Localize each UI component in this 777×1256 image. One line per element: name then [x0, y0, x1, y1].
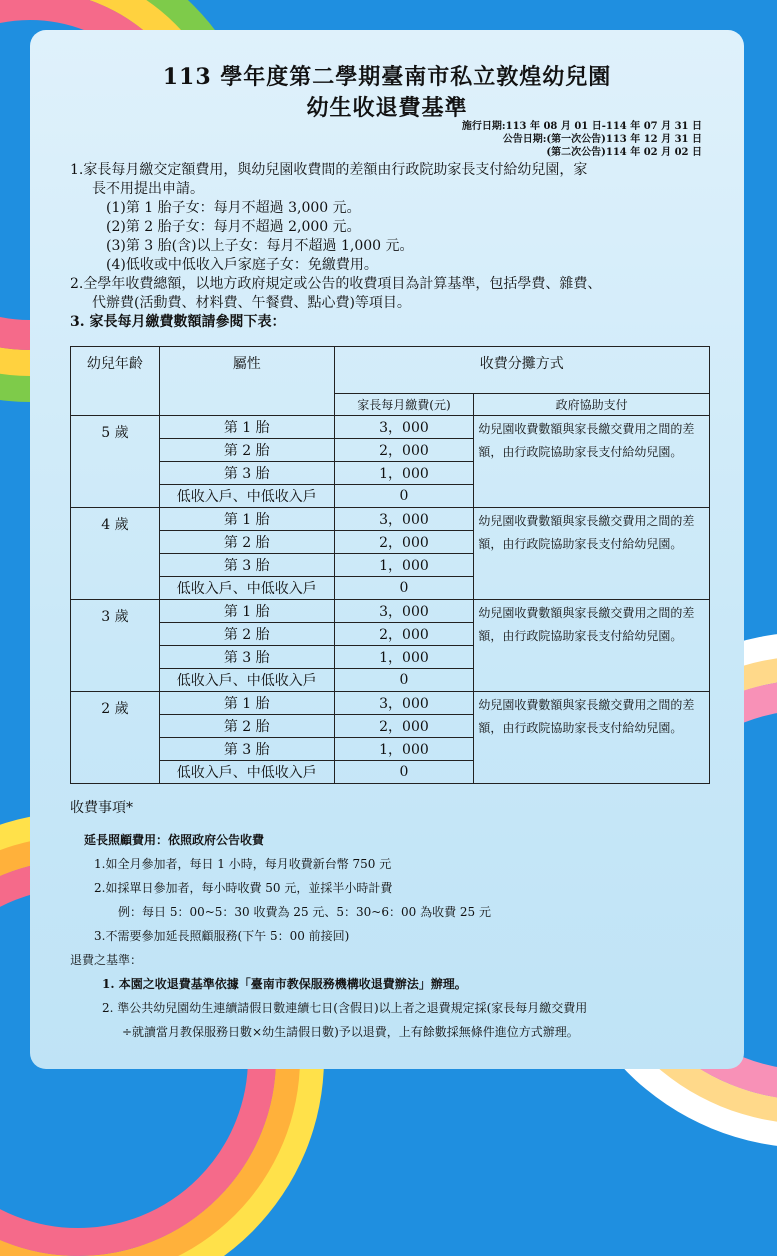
fee-cell: 3，000 — [334, 508, 474, 531]
attr-cell: 低收入戶、中低收入戶 — [159, 485, 334, 508]
refund-rule-1: 1. 本園之收退費基準依據「臺南市教保服務機構收退費辦法」辦理。 — [102, 977, 467, 991]
fee-cell: 1，000 — [334, 738, 474, 761]
fee-table — [70, 346, 710, 784]
header-attr: 屬性 — [159, 347, 334, 416]
refund-rule-2-line-2: ÷就讀當月教保服務日數×幼生請假日數)予以退費，上有餘數採無條件進位方式辦理。 — [122, 1025, 579, 1039]
attr-cell: 第 1 胎 — [159, 600, 334, 623]
gov-note-cell: 幼兒園收費數額與家長繳交費用之間的差額，由行政院協助家長支付給幼兒園。 — [474, 416, 710, 508]
fee-cell: 3，000 — [334, 692, 474, 715]
item-1-line-1: 1.家長每月繳交定額費用，與幼兒園收費間的差額由行政院助家長支付給幼兒園，家 — [70, 162, 588, 178]
fee-cell: 1，000 — [334, 554, 474, 577]
fee-cell: 1，000 — [334, 462, 474, 485]
fee-notes — [70, 796, 720, 1044]
effective-date: 施行日期:113 年 08 月 01 日-114 年 07 月 31 日 — [461, 121, 702, 132]
item-3: 3. 家長每月繳費數額請參閱下表： — [70, 314, 286, 330]
age-cell: 4 歲 — [71, 508, 160, 600]
attr-cell: 第 3 胎 — [159, 462, 334, 485]
age-cell: 2 歲 — [71, 692, 160, 784]
gov-note-cell: 幼兒園收費數額與家長繳交費用之間的差額，由行政院協助家長支付給幼兒園。 — [474, 692, 710, 784]
fee-cell: 2，000 — [334, 439, 474, 462]
item-1-sub-4: (4)低收或中低收入戶家庭子女：免繳費用。 — [106, 257, 378, 273]
item-2-line-1: 2.全學年收費總額，以地方政府規定或公告的收費項目為計算基準，包括學費、雜費、 — [70, 276, 602, 292]
fee-cell: 3，000 — [334, 600, 474, 623]
page-title: 113 學年度第二學期臺南市私立敦煌幼兒園 — [162, 64, 612, 90]
announce-date-2: (第二次公告)114 年 02 月 02 日 — [546, 147, 702, 158]
page-subtitle: 幼生收退費基準 — [306, 95, 468, 121]
attr-cell: 低收入戶、中低收入戶 — [159, 761, 334, 784]
attr-cell: 第 2 胎 — [159, 531, 334, 554]
item-1-sub-1: (1)第 1 胎子女：每月不超過 3,000 元。 — [106, 200, 361, 216]
extended-care-2: 2.如採單日參加者，每小時收費 50 元，並採半小時計費 — [94, 881, 393, 895]
attr-cell: 第 1 胎 — [159, 416, 334, 439]
fee-cell: 2，000 — [334, 531, 474, 554]
header-gov: 政府協助支付 — [474, 394, 710, 416]
item-1-sub-2: (2)第 2 胎子女：每月不超過 2,000 元。 — [106, 219, 361, 235]
date-block — [462, 120, 702, 159]
gov-note-cell: 幼兒園收費數額與家長繳交費用之間的差額，由行政院協助家長支付給幼兒園。 — [474, 508, 710, 600]
header-age: 幼兒年齡 — [71, 347, 160, 416]
attr-cell: 低收入戶、中低收入戶 — [159, 669, 334, 692]
fee-cell: 2，000 — [334, 623, 474, 646]
extended-care-3: 3.不需要參加延長照顧服務(下午 5：00 前接回) — [94, 929, 350, 943]
document-page — [30, 30, 744, 1069]
fee-cell: 2，000 — [334, 715, 474, 738]
notes-heading: 收費事項* — [70, 800, 133, 816]
attr-cell: 第 2 胎 — [159, 623, 334, 646]
header-method: 收費分攤方式 — [334, 347, 709, 394]
item-1-line-2: 長不用提出申請。 — [92, 181, 204, 197]
attr-cell: 第 3 胎 — [159, 646, 334, 669]
fee-cell: 0 — [334, 577, 474, 600]
extended-care-1: 1.如全月參加者，每日 1 小時，每月收費新台幣 750 元 — [94, 857, 392, 871]
attr-cell: 第 3 胎 — [159, 738, 334, 761]
fee-cell: 3，000 — [334, 416, 474, 439]
announce-date-1: 公告日期:(第一次公告)113 年 12 月 31 日 — [502, 134, 702, 145]
item-2-line-2: 代辦費(活動費、材料費、午餐費、點心費)等項目。 — [92, 295, 411, 311]
attr-cell: 第 3 胎 — [159, 554, 334, 577]
fee-cell: 0 — [334, 669, 474, 692]
refund-heading: 退費之基準： — [70, 953, 143, 967]
fee-cell: 0 — [334, 485, 474, 508]
fee-cell: 0 — [334, 761, 474, 784]
header-parent-fee: 家長每月繳費(元) — [334, 394, 474, 416]
intro-items — [70, 161, 720, 332]
extended-care-title: 延長照顧費用：依照政府公告收費 — [84, 833, 265, 847]
gov-note-cell: 幼兒園收費數額與家長繳交費用之間的差額，由行政院協助家長支付給幼兒園。 — [474, 600, 710, 692]
fee-cell: 1，000 — [334, 646, 474, 669]
extended-care-example: 例：每日 5：00~5：30 收費為 25 元、5：30~6：00 為收費 25 元 — [118, 905, 491, 919]
attr-cell: 第 1 胎 — [159, 508, 334, 531]
age-cell: 3 歲 — [71, 600, 160, 692]
attr-cell: 第 1 胎 — [159, 692, 334, 715]
attr-cell: 第 2 胎 — [159, 439, 334, 462]
attr-cell: 第 2 胎 — [159, 715, 334, 738]
attr-cell: 低收入戶、中低收入戶 — [159, 577, 334, 600]
age-cell: 5 歲 — [71, 416, 160, 508]
refund-rule-2-line-1: 2. 準公共幼兒園幼生連續請假日數連續七日(含假日)以上者之退費規定採(家長每月繳交費用 — [102, 1001, 588, 1015]
item-1-sub-3: (3)第 3 胎(含)以上子女：每月不超過 1,000 元。 — [106, 238, 414, 254]
